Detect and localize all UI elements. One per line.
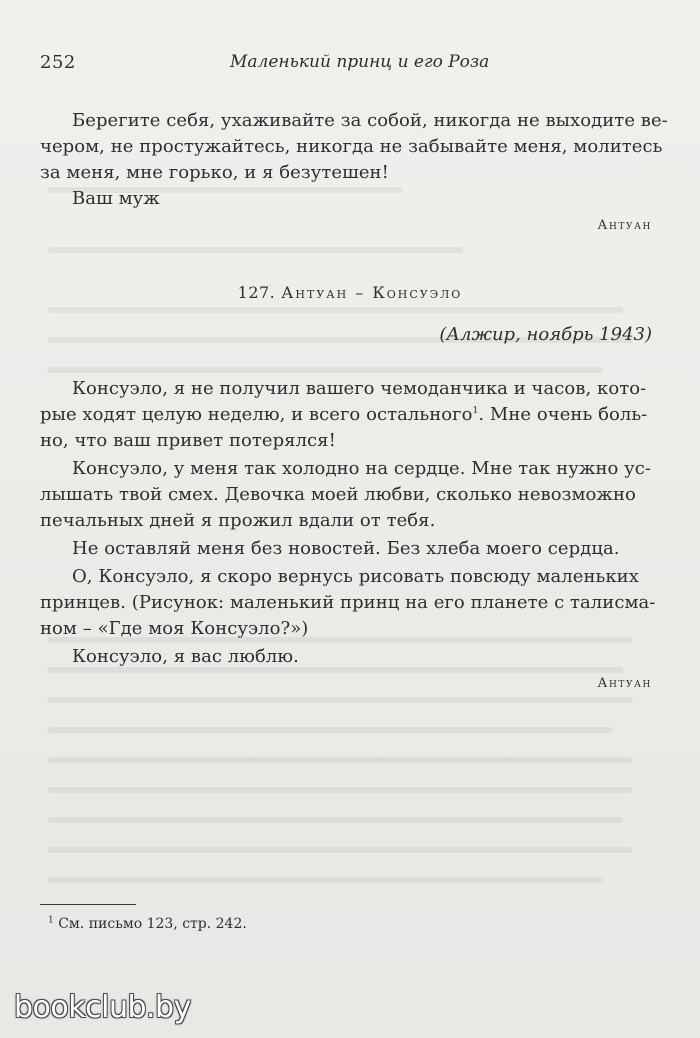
text-line: за меня, мне горько, и я безутешен! — [40, 162, 389, 183]
signature: Антуан — [597, 676, 652, 691]
footnote-text: См. письмо 123, стр. 242. — [58, 916, 247, 932]
running-title: Маленький принц и его Роза — [230, 52, 490, 72]
letter-heading — [0, 283, 700, 302]
text-line: но, что ваш привет потерялся! — [40, 430, 336, 451]
text-line: Берегите себя, ухаживайте за собой, никогда не выходите ве- — [72, 110, 668, 131]
text-line: Ваш муж — [72, 188, 160, 209]
text-line: лышать твой смех. Девочка моей любви, сколько невозможно — [40, 484, 636, 505]
text-line: ном – «Где моя Консуэло?») — [40, 618, 309, 639]
signature: Антуан — [597, 218, 652, 233]
footnote-ref: 1 — [472, 406, 479, 416]
letter-title: Антуан – Консуэло — [281, 283, 463, 302]
text-line: чером, не простужайтесь, никогда не забывайте меня, молитесь — [40, 136, 663, 157]
watermark-logo: bookclub.by — [14, 990, 191, 1025]
text-line: печальных дней я прожил вдали от тебя. — [40, 510, 436, 531]
text-line: рые ходят целую неделю, и всего остального$^1$. Мне очень боль- — [40, 404, 648, 425]
letter-number: 127. — [237, 283, 276, 302]
text-line: Консуэло, я вас люблю. — [72, 646, 299, 667]
footnote-mark: 1 — [48, 915, 54, 926]
footnote — [48, 916, 247, 932]
text-line: Не оставляй меня без новостей. Без хлеба моего сердца. — [72, 538, 620, 559]
dateline: (Алжир, ноябрь 1943) — [439, 324, 652, 345]
text-line: О, Консуэло, я скоро вернусь рисовать повсюду маленьких — [72, 566, 639, 587]
text-line: Консуэло, я не получил вашего чемоданчика и часов, кото- — [72, 378, 647, 399]
footnote-divider — [40, 904, 136, 905]
page-number: 252 — [40, 52, 76, 73]
text-line: принцев. (Рисунок: маленький принц на его планете с талисма- — [40, 592, 656, 613]
text-line: Консуэло, у меня так холодно на сердце. Мне так нужно ус- — [72, 458, 652, 479]
